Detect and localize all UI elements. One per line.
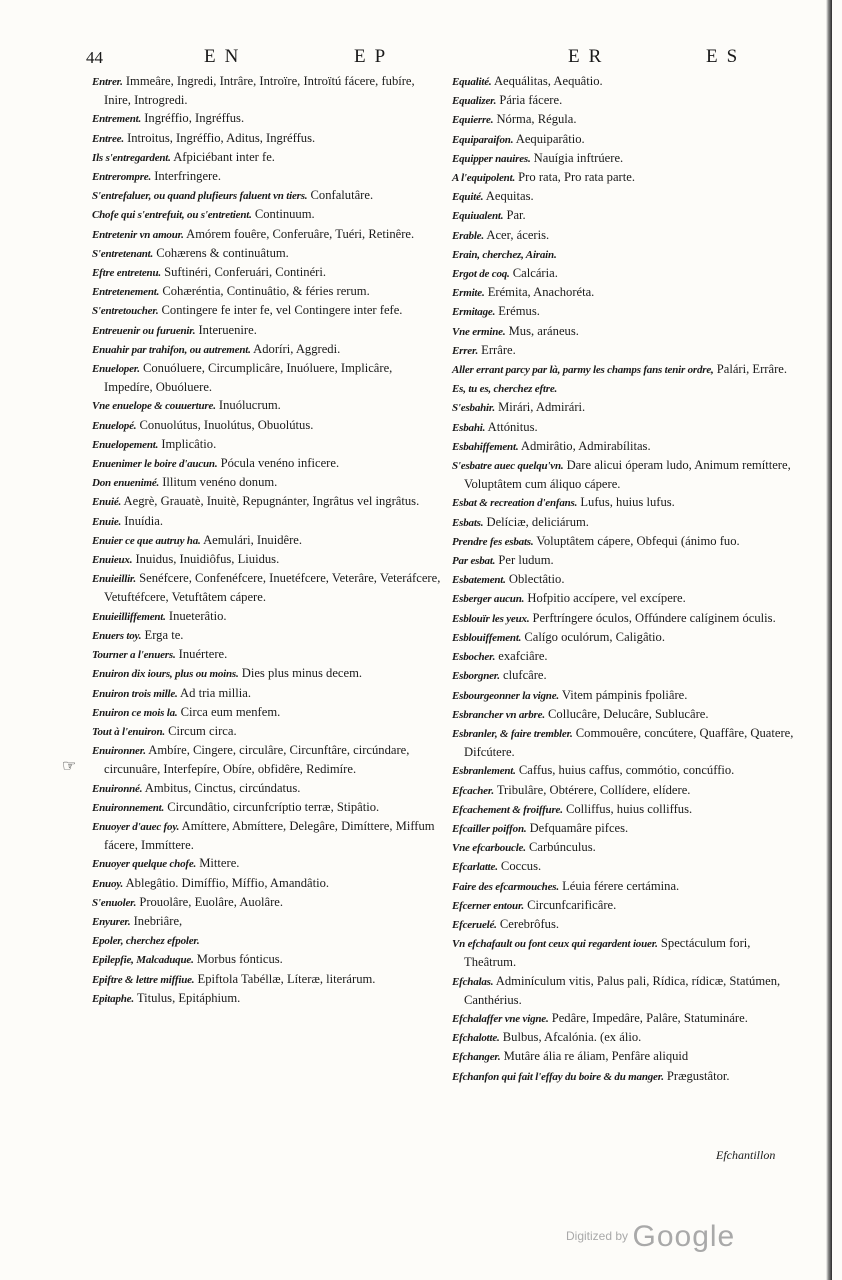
entry-headword: Entretenir vn amour. <box>92 228 184 241</box>
dictionary-entry <box>92 244 442 263</box>
dictionary-entry <box>452 322 802 341</box>
entry-headword: Efchalotte. <box>452 1032 500 1045</box>
dictionary-entry <box>452 341 802 360</box>
dictionary-entry <box>452 705 802 724</box>
dictionary-entry <box>92 359 442 396</box>
entry-translation: Inebriâre, <box>133 913 183 928</box>
entry-headword: Epiftre & lettre miffiue. <box>92 973 195 986</box>
entry-translation: Circunfcarificâre. <box>527 897 617 912</box>
entry-headword: Equiualent. <box>452 210 504 223</box>
dictionary-entry <box>452 819 802 838</box>
dictionary-entry <box>452 398 802 417</box>
entry-translation: Spectáculum fori, Theâtrum. <box>464 936 751 970</box>
dictionary-entry <box>452 110 802 129</box>
dictionary-entry <box>92 205 442 224</box>
entry-headword: Enuiron ce mois la. <box>92 706 178 719</box>
entry-headword: Entree. <box>92 132 124 145</box>
entry-translation: Pária fácere. <box>499 93 563 108</box>
entry-headword: S'enuoler. <box>92 896 137 909</box>
entry-headword: Epoler, cherchez efpoler. <box>92 935 200 948</box>
entry-headword: Es, tu es, cherchez eftre. <box>452 383 558 396</box>
entry-translation: Mutâre ália re áliam, Penfâre aliquid <box>503 1049 689 1064</box>
dictionary-entry <box>452 226 802 245</box>
entry-headword: Esbranlement. <box>452 765 516 778</box>
entry-translation: Introitus, Ingréffio, Aditus, Ingréffus. <box>127 130 316 145</box>
entry-headword: Par esbat. <box>452 555 496 568</box>
entry-translation: Suftinéri, Conferuári, Continéri. <box>164 265 327 280</box>
dictionary-entry <box>92 741 442 778</box>
entry-headword: Ergot de coq. <box>452 268 510 281</box>
entry-translation: Prouolâre, Euolâre, Auolâre. <box>139 894 284 909</box>
entry-translation: Inuídia. <box>124 513 164 528</box>
dictionary-entry <box>452 761 802 780</box>
dictionary-entry <box>92 167 442 186</box>
entry-headword: Esbourgeonner la vigne. <box>452 689 559 702</box>
entry-headword: Enyurer. <box>92 915 131 928</box>
entry-translation: Inuidus, Inuidiôfus, Liuidus. <box>135 552 280 567</box>
entry-translation: Nauígia inftrúere. <box>533 150 624 165</box>
dictionary-entry <box>452 493 802 512</box>
dictionary-entry <box>452 149 802 168</box>
entry-translation: Coccus. <box>500 859 542 874</box>
dictionary-entry <box>92 435 442 454</box>
entry-translation: exafciâre. <box>498 649 548 664</box>
dictionary-entry <box>92 531 442 550</box>
entry-headword: A l'equipolent. <box>452 172 516 185</box>
entry-headword: Erable. <box>452 229 484 242</box>
entry-translation: Dare alicui óperam ludo, Animum remíttere, Voluptâtem cum áliquo cápere. <box>464 458 791 492</box>
entry-headword: Enuieux. <box>92 554 133 567</box>
entry-headword: Prendre fes esbats. <box>452 535 534 548</box>
entry-translation: Commouêre, concútere, Quaffâre, Quatere, Difcútere. <box>464 725 794 760</box>
entry-headword: Vne efcarboucle. <box>452 842 526 855</box>
dictionary-entry <box>92 454 442 473</box>
entry-translation: Colliffus, huius colliffus. <box>565 801 693 816</box>
dictionary-entry <box>92 626 442 645</box>
entry-headword: Enuiron dix iours, plus ou moins. <box>92 668 239 681</box>
dictionary-entry <box>452 647 802 666</box>
entry-headword: Entreuenir ou furuenir. <box>92 324 196 337</box>
entry-translation: Nórma, Régula. <box>496 112 577 127</box>
entry-translation: Erémus. <box>498 304 540 319</box>
entry-translation: Morbus fónticus. <box>196 952 283 967</box>
entry-translation: Léuia férere certámina. <box>562 878 680 893</box>
entry-translation: Erga te. <box>144 627 184 642</box>
entry-headword: Ermitage. <box>452 306 496 319</box>
dictionary-entry <box>452 551 802 570</box>
dictionary-entry <box>452 437 802 456</box>
entry-translation: Amórem fouêre, Conferuâre, Tuéri, Retinêre. <box>186 226 415 241</box>
dictionary-entry <box>92 664 442 683</box>
entry-headword: S'entrefaluer, ou quand plufieurs faluent vn tiers. <box>92 190 308 203</box>
entry-headword: Enuoy. <box>92 877 124 890</box>
entry-translation: Immeâre, Ingredi, Intrâre, Introïre, Introïtú fácere, fubíre, Inire, Introgredi. <box>104 74 415 108</box>
dictionary-entry <box>452 666 802 685</box>
dictionary-entry <box>452 896 802 915</box>
entry-translation: Illitum venéno donum. <box>162 475 278 490</box>
entry-headword: Efcachement & froiffure. <box>452 803 563 816</box>
entry-headword: Efcerner entour. <box>452 899 524 912</box>
watermark-prefix: Digitized by <box>566 1229 629 1243</box>
entry-translation: Afpiciébant inter fe. <box>173 149 275 164</box>
entry-translation: Amíttere, Abmíttere, Delegâre, Dimíttere, Miffum fácere, Immíttere. <box>104 818 435 853</box>
running-head-er: ER <box>568 46 611 67</box>
dictionary-entry <box>92 779 442 798</box>
entry-headword: Faire des efcarmouches. <box>452 880 559 893</box>
dictionary-entry <box>452 513 802 532</box>
entry-headword: Esbat & recreation d'enfans. <box>452 497 578 510</box>
dictionary-entry <box>452 1047 802 1066</box>
entry-headword: Efcarlatte. <box>452 861 498 874</box>
dictionary-entry <box>452 1028 802 1047</box>
entry-headword: Esberger aucun. <box>452 593 525 606</box>
entry-headword: Tout à l'enuiron. <box>92 725 165 738</box>
dictionary-entry <box>92 473 442 492</box>
entry-headword: Esbatement. <box>452 574 506 587</box>
entry-translation: Vitem pámpinis fpoliâre. <box>561 687 688 702</box>
dictionary-entry <box>452 1067 802 1086</box>
dictionary-entry <box>92 854 442 873</box>
dictionary-entry <box>452 418 802 437</box>
entry-translation: Prægustâtor. <box>666 1068 730 1083</box>
entry-translation: Carbúnculus. <box>528 840 596 855</box>
entry-translation: Cohæréntia, Continuâtio, & féries rerum. <box>162 284 370 299</box>
entry-translation: Aemulári, Inuidêre. <box>203 532 303 547</box>
entry-translation: Per ludum. <box>498 553 554 568</box>
dictionary-entry <box>92 550 442 569</box>
dictionary-entry <box>452 609 802 628</box>
entry-headword: Enuahir par trahifon, ou autrement. <box>92 343 251 356</box>
dictionary-entry <box>452 91 802 110</box>
dictionary-entry <box>92 512 442 531</box>
entry-translation: Mus, aráneus. <box>508 323 579 338</box>
entry-headword: Enuier ce que autruy ha. <box>92 534 201 547</box>
entry-translation: Erémita, Anachoréta. <box>487 285 595 300</box>
entry-headword: Equité. <box>452 191 484 204</box>
entry-translation: Mirári, Admirári. <box>498 400 586 415</box>
entry-headword: Efchanger. <box>452 1051 501 1064</box>
dictionary-entry <box>452 302 802 321</box>
entry-translation: Confalutâre. <box>310 188 374 203</box>
dictionary-entry <box>452 570 802 589</box>
entry-headword: Enuironné. <box>92 782 143 795</box>
entry-translation: Ambitus, Cinctus, circúndatus. <box>144 780 301 795</box>
left-column <box>92 72 442 1008</box>
entry-headword: Equierre. <box>452 114 494 127</box>
dictionary-entry <box>452 245 802 264</box>
entry-headword: Esbahiffement. <box>452 440 519 453</box>
dictionary-entry <box>92 225 442 244</box>
dictionary-entry <box>452 877 802 896</box>
entry-headword: Epitaphe. <box>92 992 134 1005</box>
entry-translation: Collucâre, Delucâre, Sublucâre. <box>548 706 709 721</box>
dictionary-entry <box>92 396 442 415</box>
dictionary-entry <box>92 301 442 320</box>
entry-headword: Esbocher. <box>452 651 496 664</box>
dictionary-entry <box>92 72 442 109</box>
entry-headword: Enuieillir. <box>92 573 136 586</box>
entry-translation: Mittere. <box>199 856 240 871</box>
entry-headword: Enuoyer quelque chofe. <box>92 858 197 871</box>
dictionary-entry <box>452 972 802 1009</box>
entry-headword: Enuers toy. <box>92 629 142 642</box>
entry-headword: Esbahi. <box>452 421 486 434</box>
entry-headword: Esblouïr les yeux. <box>452 612 530 625</box>
entry-translation: Contingere fe inter fe, vel Contingere inter fefe. <box>161 303 403 318</box>
entry-translation: Errâre. <box>481 342 516 357</box>
entry-translation: Admirâtio, Admirabílitas. <box>520 438 651 453</box>
dictionary-entry <box>92 340 442 359</box>
dictionary-entry <box>452 724 802 761</box>
running-head-ep: EP <box>354 46 395 67</box>
entry-headword: S'entretenant. <box>92 247 154 260</box>
entry-translation: Inuólucrum. <box>218 398 281 413</box>
entry-headword: Aller errant parcy par là, parmy les champs fans tenir ordre, <box>452 364 714 377</box>
entry-translation: Aequitas. <box>485 189 534 204</box>
entry-translation: Adoríri, Aggredi. <box>253 341 341 356</box>
entry-headword: Efchalaffer vne vigne. <box>452 1012 549 1025</box>
catchword: Efchantillon <box>716 1148 776 1162</box>
dictionary-entry <box>92 148 442 167</box>
entry-headword: Equipper nauires. <box>452 152 531 165</box>
entry-translation: Pro rata, Pro rata parte. <box>518 170 635 185</box>
entry-translation: Circa eum menfem. <box>180 704 281 719</box>
dictionary-entry <box>452 628 802 647</box>
entry-translation: Caffus, huius caffus, commótio, concúffio. <box>518 763 735 778</box>
dictionary-entry <box>92 817 442 854</box>
entry-headword: Vne enuelope & couuerture. <box>92 400 216 413</box>
entry-translation: Epiftola Tabéllæ, Líteræ, literárum. <box>197 971 376 986</box>
dictionary-entry <box>452 915 802 934</box>
entry-translation: Dies plus minus decem. <box>241 666 363 681</box>
entry-headword: S'esbahir. <box>452 402 495 415</box>
entry-headword: Chofe qui s'entrefuit, ou s'entretient. <box>92 209 252 222</box>
entry-translation: Inueterâtio. <box>168 608 227 623</box>
google-logo: Google <box>632 1220 736 1253</box>
dictionary-entry <box>92 416 442 435</box>
dictionary-entry <box>452 800 802 819</box>
entry-translation: Ablegâtio. Dimíffio, Míffio, Amandâtio. <box>125 875 330 890</box>
dictionary-entry <box>92 569 442 606</box>
entry-headword: Esbrancher vn arbre. <box>452 708 545 721</box>
entry-translation: Circum circa. <box>168 723 237 738</box>
dictionary-entry <box>452 283 802 302</box>
entry-translation: Pócula venéno inficere. <box>220 456 340 471</box>
dictionary-entry <box>452 130 802 149</box>
entry-headword: Entretenement. <box>92 286 160 299</box>
entry-headword: Entrement. <box>92 113 142 126</box>
entry-translation: Cerebrôfus. <box>499 916 559 931</box>
entry-translation: Ingréffio, Ingréffus. <box>144 111 245 126</box>
dictionary-entry <box>92 607 442 626</box>
entry-translation: Delíciæ, deliciárum. <box>486 514 589 529</box>
dictionary-entry <box>452 934 802 971</box>
entry-headword: Esbats. <box>452 516 484 529</box>
dictionary-entry <box>452 532 802 551</box>
entry-headword: Enuelopement. <box>92 438 159 451</box>
entry-headword: Ils s'entregardent. <box>92 151 171 164</box>
entry-translation: Calígo oculórum, Caligâtio. <box>524 629 666 644</box>
entry-translation: Calcária. <box>512 266 558 281</box>
dictionary-entry <box>92 321 442 340</box>
entry-translation: Lufus, huius lufus. <box>580 495 675 510</box>
entry-translation: Implicâtio. <box>161 436 217 451</box>
entry-headword: Enuironnement. <box>92 801 165 814</box>
dictionary-entry <box>452 206 802 225</box>
dictionary-entry <box>92 684 442 703</box>
entry-headword: Efcailler poiffon. <box>452 822 527 835</box>
dictionary-entry <box>92 893 442 912</box>
dictionary-entry <box>92 645 442 664</box>
dictionary-entry <box>452 360 802 379</box>
entry-translation: Inuértere. <box>178 647 228 662</box>
running-header <box>86 46 747 74</box>
entry-headword: Esblouiffement. <box>452 631 522 644</box>
dictionary-entry <box>92 492 442 511</box>
entry-translation: Defquamâre pifces. <box>529 820 629 835</box>
entry-headword: Esbranler, & faire trembler. <box>452 727 573 740</box>
dictionary-entry <box>452 589 802 608</box>
entry-headword: Erain, cherchez, Airain. <box>452 248 557 261</box>
entry-headword: S'entretoucher. <box>92 305 159 318</box>
entry-headword: Errer. <box>452 344 479 357</box>
entry-translation: Interuenire. <box>198 322 257 337</box>
entry-translation: Senéfcere, Confenéfcere, Inuetéfcere, Veterâre, Veteráfcere, Vetuftéfcere, Vetuftâtem cápere. <box>104 571 441 605</box>
entry-translation: Aequiparâtio. <box>515 131 585 146</box>
entry-headword: Epilepfie, Malcaduque. <box>92 954 194 967</box>
dictionary-entry <box>452 379 802 398</box>
dictionary-entry <box>452 187 802 206</box>
dictionary-entry <box>92 722 442 741</box>
entry-translation: Titulus, Epitáphium. <box>136 990 241 1005</box>
entry-headword: Efchanfon qui fait l'effay du boire & du manger. <box>452 1070 664 1083</box>
dictionary-entry <box>452 686 802 705</box>
dictionary-entry <box>92 263 442 282</box>
entry-translation: Tribulâre, Obtérere, Collídere, elídere. <box>496 782 691 797</box>
dictionary-entry <box>92 950 442 969</box>
entry-headword: Equalizer. <box>452 95 497 108</box>
running-head-en: EN <box>204 46 248 67</box>
dictionary-entry <box>452 838 802 857</box>
entry-headword: Enuelopé. <box>92 419 137 432</box>
entry-translation: Continuum. <box>254 207 315 222</box>
dictionary-entry <box>92 129 442 148</box>
entry-headword: Efchalas. <box>452 975 494 988</box>
entry-translation: Aegrè, Grauatè, Inuitè, Repugnánter, Ingrâtus vel ingrâtus. <box>123 494 420 509</box>
entry-headword: Enueloper. <box>92 363 140 376</box>
entry-headword: Entrerompre. <box>92 171 152 184</box>
dictionary-entry <box>92 282 442 301</box>
entry-translation: Palári, Errâre. <box>716 362 788 377</box>
dictionary-entry <box>452 168 802 187</box>
entry-headword: Enuoyer d'auec foy. <box>92 820 180 833</box>
dictionary-entry <box>92 703 442 722</box>
entry-headword: Vne ermine. <box>452 325 506 338</box>
dictionary-entry <box>92 874 442 893</box>
entry-headword: Enuieilliffement. <box>92 610 166 623</box>
entry-translation: Pedâre, Impedâre, Palâre, Statumináre. <box>551 1010 748 1025</box>
entry-headword: Efcacher. <box>452 784 494 797</box>
entry-translation: Hofpitio accípere, vel excípere. <box>527 591 686 606</box>
entry-headword: Equiparaifon. <box>452 133 514 146</box>
entry-headword: Enuironner. <box>92 745 146 758</box>
entry-translation: Perftríngere óculos, Offúndere calíginem óculis. <box>532 610 776 625</box>
entry-headword: Don enuenimé. <box>92 477 160 490</box>
dictionary-entry <box>452 1009 802 1028</box>
running-head-es: ES <box>706 46 747 67</box>
dictionary-entry <box>92 912 442 931</box>
digitized-watermark <box>566 1220 735 1254</box>
dictionary-entry <box>452 456 802 493</box>
entry-translation: clufcâre. <box>502 668 547 683</box>
entry-headword: Eftre entretenu. <box>92 267 161 280</box>
entry-translation: Cohærens & continuâtum. <box>156 245 289 260</box>
entry-translation: Attónitus. <box>487 419 538 434</box>
dictionary-entry <box>452 781 802 800</box>
entry-headword: Enuié. <box>92 496 122 509</box>
entry-translation: Interfringere. <box>154 169 221 184</box>
right-column <box>452 72 802 1086</box>
dictionary-entry <box>92 186 442 205</box>
entry-headword: Enuie. <box>92 515 122 528</box>
entry-translation: Conuóluere, Circumplicâre, Inuóluere, Implicâre, Impedíre, Obuóluere. <box>104 361 393 395</box>
dictionary-entry <box>92 109 442 128</box>
entry-translation: Conuolútus, Inuolútus, Obuolútus. <box>139 417 314 432</box>
dictionary-entry <box>92 798 442 817</box>
dictionary-entry <box>452 72 802 91</box>
entry-headword: Vn efchafault ou font ceux qui regardent iouer. <box>452 938 658 951</box>
entry-translation: Oblectâtio. <box>508 572 565 587</box>
entry-headword: Enuiron trois mille. <box>92 687 178 700</box>
entry-translation: Ambíre, Cingere, circulâre, Circunftâre, circúndare, circunuâre, Interfepíre, Obíre, obfidêre, Redimíre. <box>104 743 410 777</box>
entry-headword: S'esbatre auec quelqu'vn. <box>452 460 564 473</box>
dictionary-entry <box>92 931 442 950</box>
dictionary-entry <box>92 970 442 989</box>
entry-translation: Aequálitas, Aequâtio. <box>493 74 603 88</box>
manicule-icon: ☞ <box>62 756 77 775</box>
dictionary-entry <box>452 264 802 283</box>
entry-translation: Ad tria millia. <box>180 685 252 700</box>
entry-translation: Bulbus, Afcalónia. (ex álio. <box>502 1030 642 1045</box>
entry-headword: Enuenimer le boire d'aucun. <box>92 458 218 471</box>
entry-headword: Tourner a l'enuers. <box>92 649 176 662</box>
dictionary-entry <box>92 989 442 1008</box>
entry-translation: Par. <box>506 208 526 223</box>
dictionary-entry <box>452 857 802 876</box>
entry-translation: Adminículum vitis, Palus pali, Rídica, rídicæ, Statúmen, Canthérius. <box>464 973 781 1007</box>
page-number: 44 <box>86 48 103 67</box>
entry-headword: Equalité. <box>452 76 492 88</box>
entry-translation: Circundâtio, circunfcríptio terræ, Stipâtio. <box>167 799 380 814</box>
entry-headword: Efceruelé. <box>452 918 497 931</box>
entry-translation: Acer, áceris. <box>486 227 550 242</box>
entry-headword: Esborgner. <box>452 670 500 683</box>
entry-headword: Ermite. <box>452 287 485 300</box>
entry-translation: Voluptâtem cápere, Obfequi (ánimo fuo. <box>536 533 740 548</box>
entry-headword: Entrer. <box>92 76 123 88</box>
